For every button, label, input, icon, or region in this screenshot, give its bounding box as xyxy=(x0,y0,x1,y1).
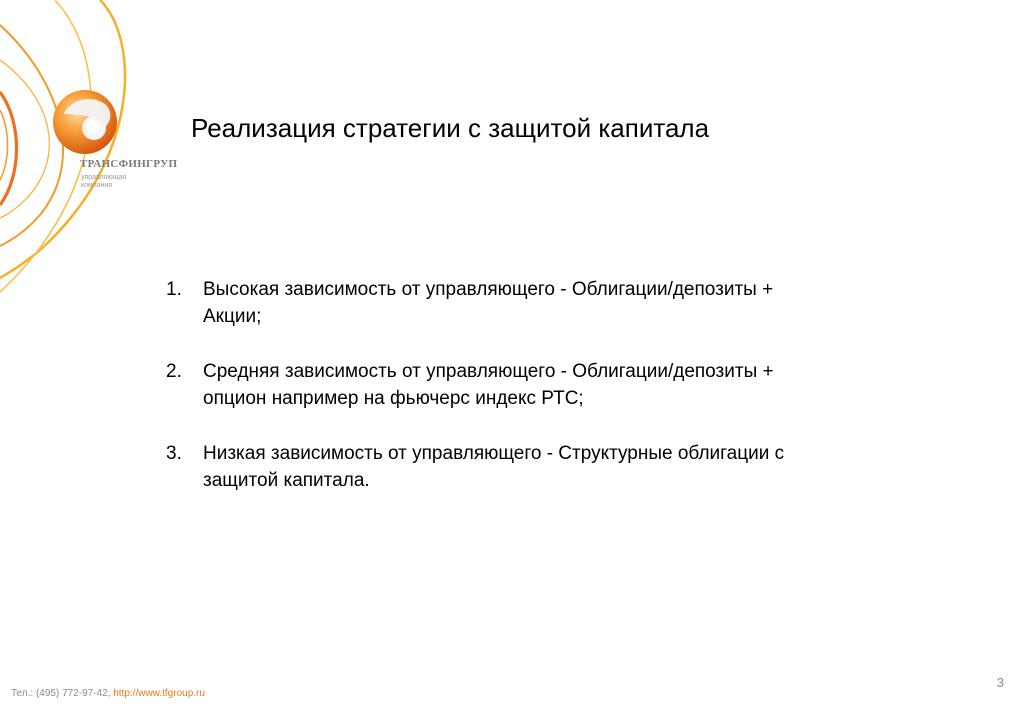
list-item-line: опцион например на фьючерс индекс РТС; xyxy=(203,388,584,409)
orange-sphere-logo-icon xyxy=(50,86,120,156)
list-item-line: Средняя зависимость от управляющего - Облигации/депозиты + xyxy=(203,361,774,382)
brand-subtitle xyxy=(81,174,126,190)
list-item-number: 2. xyxy=(166,361,182,382)
strategy-list xyxy=(166,276,966,522)
footer-phone: Тел.: (495) 772-97-42, xyxy=(11,688,114,699)
slide-title: Реализация стратегии с защитой капитала xyxy=(191,113,710,143)
list-item-number: 3. xyxy=(166,443,182,464)
list-item-line: Низкая зависимость от управляющего - Структурные облигации с xyxy=(203,443,785,464)
list-item-number: 1. xyxy=(166,279,182,300)
list-item-line: Акции; xyxy=(203,306,262,327)
brand-subtitle-line2: компания xyxy=(81,182,113,189)
footer-contact xyxy=(11,688,205,699)
list-item xyxy=(166,276,966,330)
list-item-line: Высокая зависимость от управляющего - Облигации/депозиты + xyxy=(203,279,774,300)
list-item xyxy=(166,440,966,494)
list-item xyxy=(166,358,966,412)
footer-website-link[interactable]: http://www.tfgroup.ru xyxy=(113,688,205,699)
page-number: 3 xyxy=(996,675,1004,690)
list-item-line: защитой капитала. xyxy=(203,470,370,491)
brand-name: ТРАНСФИНГРУП xyxy=(80,158,178,170)
brand-subtitle-line1: управляющая xyxy=(81,174,127,181)
